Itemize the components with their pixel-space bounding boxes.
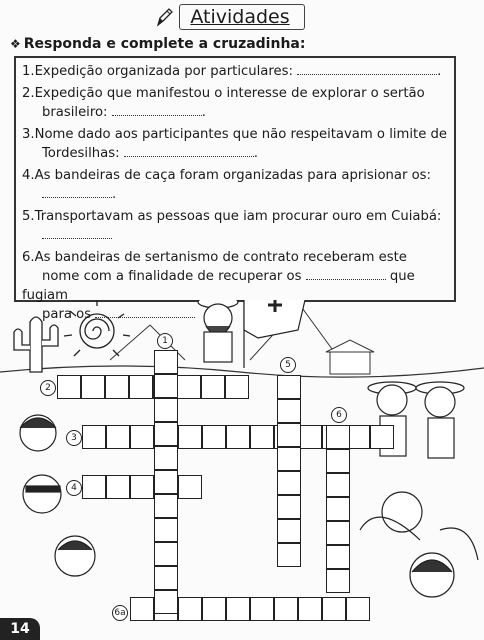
indigenous-child-icon bbox=[23, 475, 61, 513]
crossword-cell[interactable] bbox=[154, 374, 178, 398]
pencil-icon bbox=[155, 6, 175, 28]
crossword-cell[interactable] bbox=[326, 521, 350, 545]
question-4 bbox=[22, 166, 448, 204]
crossword-cell[interactable] bbox=[130, 425, 154, 449]
crossword-cell[interactable] bbox=[106, 425, 130, 449]
answer-line bbox=[22, 187, 116, 202]
crossword-cell[interactable] bbox=[178, 597, 202, 621]
question-text-cont: brasileiro: bbox=[42, 105, 108, 120]
question-text: Expedição que manifestou o interesse de explorar o sertão bbox=[34, 86, 425, 101]
answer-blank[interactable] bbox=[124, 146, 254, 157]
crossword-cell[interactable] bbox=[106, 475, 130, 499]
question-text: Transportavam as pessoas que iam procurar ouro em Cuiabá: bbox=[34, 209, 442, 224]
crossword-cell[interactable] bbox=[250, 597, 274, 621]
instruction-text: Responda e complete a cruzadinha: bbox=[23, 36, 306, 52]
crossword-cell[interactable] bbox=[226, 597, 250, 621]
crossword-cell[interactable] bbox=[326, 569, 350, 593]
question-text-cont: nome com a finalidade de recuperar os bbox=[42, 269, 302, 284]
crossword-cell[interactable] bbox=[322, 597, 346, 621]
crossword-cell[interactable] bbox=[346, 597, 370, 621]
crossword-cell[interactable] bbox=[326, 425, 350, 449]
crossword-cell[interactable] bbox=[326, 545, 350, 569]
question-text-cont: que fugiam bbox=[22, 269, 415, 303]
clue-number: 4 bbox=[66, 480, 82, 496]
crossword-cell[interactable] bbox=[201, 375, 225, 399]
answer-line bbox=[22, 228, 112, 243]
clue-number: 2 bbox=[40, 380, 56, 396]
crossword-cell[interactable] bbox=[57, 375, 81, 399]
crossword-cell[interactable] bbox=[326, 449, 350, 473]
crossword-cell[interactable] bbox=[81, 375, 105, 399]
instruction bbox=[10, 36, 305, 52]
cactus-icon bbox=[14, 317, 58, 372]
crossword-cell[interactable] bbox=[130, 475, 154, 499]
answer-blank[interactable] bbox=[42, 187, 112, 198]
period: . bbox=[253, 146, 258, 161]
clue-number: 6a bbox=[112, 605, 128, 621]
crossword-cell[interactable] bbox=[154, 542, 178, 566]
question-5 bbox=[22, 207, 448, 245]
title-area bbox=[0, 4, 484, 30]
crossword-cell[interactable] bbox=[178, 475, 202, 499]
period: . bbox=[112, 187, 117, 202]
crossword-cell[interactable] bbox=[202, 597, 226, 621]
crossword-cell[interactable] bbox=[154, 470, 178, 494]
crossword-cell[interactable] bbox=[82, 425, 106, 449]
question-text-cont: para os bbox=[42, 307, 92, 322]
crossword-cell[interactable] bbox=[277, 375, 301, 399]
crossword-cell[interactable] bbox=[326, 473, 350, 497]
crossword-illustration bbox=[0, 300, 484, 640]
period: . bbox=[201, 105, 206, 120]
crossword-cell[interactable] bbox=[277, 471, 301, 495]
answer-blank[interactable] bbox=[306, 269, 386, 280]
crossword-cell[interactable] bbox=[277, 399, 301, 423]
crossword-cell[interactable] bbox=[202, 425, 226, 449]
clue-number: 6 bbox=[331, 407, 347, 423]
crossword-cell[interactable] bbox=[250, 425, 274, 449]
page-title: Atividades bbox=[179, 4, 304, 30]
crossword-cell[interactable] bbox=[129, 375, 153, 399]
crossword-cell[interactable] bbox=[277, 447, 301, 471]
answer-blank[interactable] bbox=[42, 228, 112, 239]
question-text-cont: Tordesilhas: bbox=[42, 146, 120, 161]
question-text: As bandeiras de sertanismo de contrato receberam este bbox=[34, 250, 407, 265]
crossword-cell[interactable] bbox=[277, 543, 301, 567]
question-text: Nome dado aos participantes que não respeitavam o limite de bbox=[34, 127, 447, 142]
crossword-cell[interactable] bbox=[130, 597, 154, 621]
question-1 bbox=[22, 62, 448, 81]
crossword-cell[interactable] bbox=[154, 350, 178, 374]
questions-box bbox=[14, 56, 456, 322]
crossword-cell[interactable] bbox=[105, 375, 129, 399]
question-number: 1. bbox=[22, 64, 35, 79]
answer-blank[interactable] bbox=[112, 105, 202, 116]
question-text: Expedição organizada por particulares: bbox=[34, 64, 293, 79]
crossword-cell[interactable] bbox=[298, 425, 322, 449]
diamond-bullet-icon: ❖ bbox=[10, 37, 21, 51]
question-3 bbox=[22, 125, 448, 163]
crossword-cell[interactable] bbox=[154, 590, 178, 614]
clue-number: 3 bbox=[66, 430, 82, 446]
crossword-cell[interactable] bbox=[154, 422, 178, 446]
crossword-cell[interactable] bbox=[177, 375, 201, 399]
question-number: 2. bbox=[22, 86, 35, 101]
crossword-cell[interactable] bbox=[82, 475, 106, 499]
question-2 bbox=[22, 84, 448, 122]
question-number: 5. bbox=[22, 209, 35, 224]
question-number: 6. bbox=[22, 250, 35, 265]
sun-icon bbox=[64, 300, 130, 356]
clue-number: 1 bbox=[157, 333, 173, 349]
question-text: As bandeiras de caça foram organizadas para aprisionar os: bbox=[34, 168, 431, 183]
page-number: 14 bbox=[0, 618, 40, 640]
crossword-cell[interactable] bbox=[154, 446, 178, 470]
question-number: 4. bbox=[22, 168, 35, 183]
crossword-cell[interactable] bbox=[154, 398, 178, 422]
crossword-cell[interactable] bbox=[178, 425, 202, 449]
crossword-cell[interactable] bbox=[298, 597, 322, 621]
answer-blank[interactable] bbox=[297, 64, 437, 75]
crossword-cell[interactable] bbox=[277, 519, 301, 543]
crossword-cell[interactable] bbox=[226, 425, 250, 449]
period: . bbox=[437, 64, 442, 79]
crossword-cell[interactable] bbox=[277, 495, 301, 519]
crossword-cell[interactable] bbox=[154, 494, 178, 518]
crossword-cell[interactable] bbox=[370, 425, 394, 449]
crossword-cell[interactable] bbox=[277, 423, 301, 447]
crossword-cell[interactable] bbox=[154, 518, 178, 542]
crossword-cell[interactable] bbox=[225, 375, 249, 399]
crossword-cell[interactable] bbox=[326, 497, 350, 521]
crossword-cell[interactable] bbox=[154, 566, 178, 590]
clue-number: 5 bbox=[280, 357, 296, 373]
crossword-cell[interactable] bbox=[274, 597, 298, 621]
question-number: 3. bbox=[22, 127, 35, 142]
